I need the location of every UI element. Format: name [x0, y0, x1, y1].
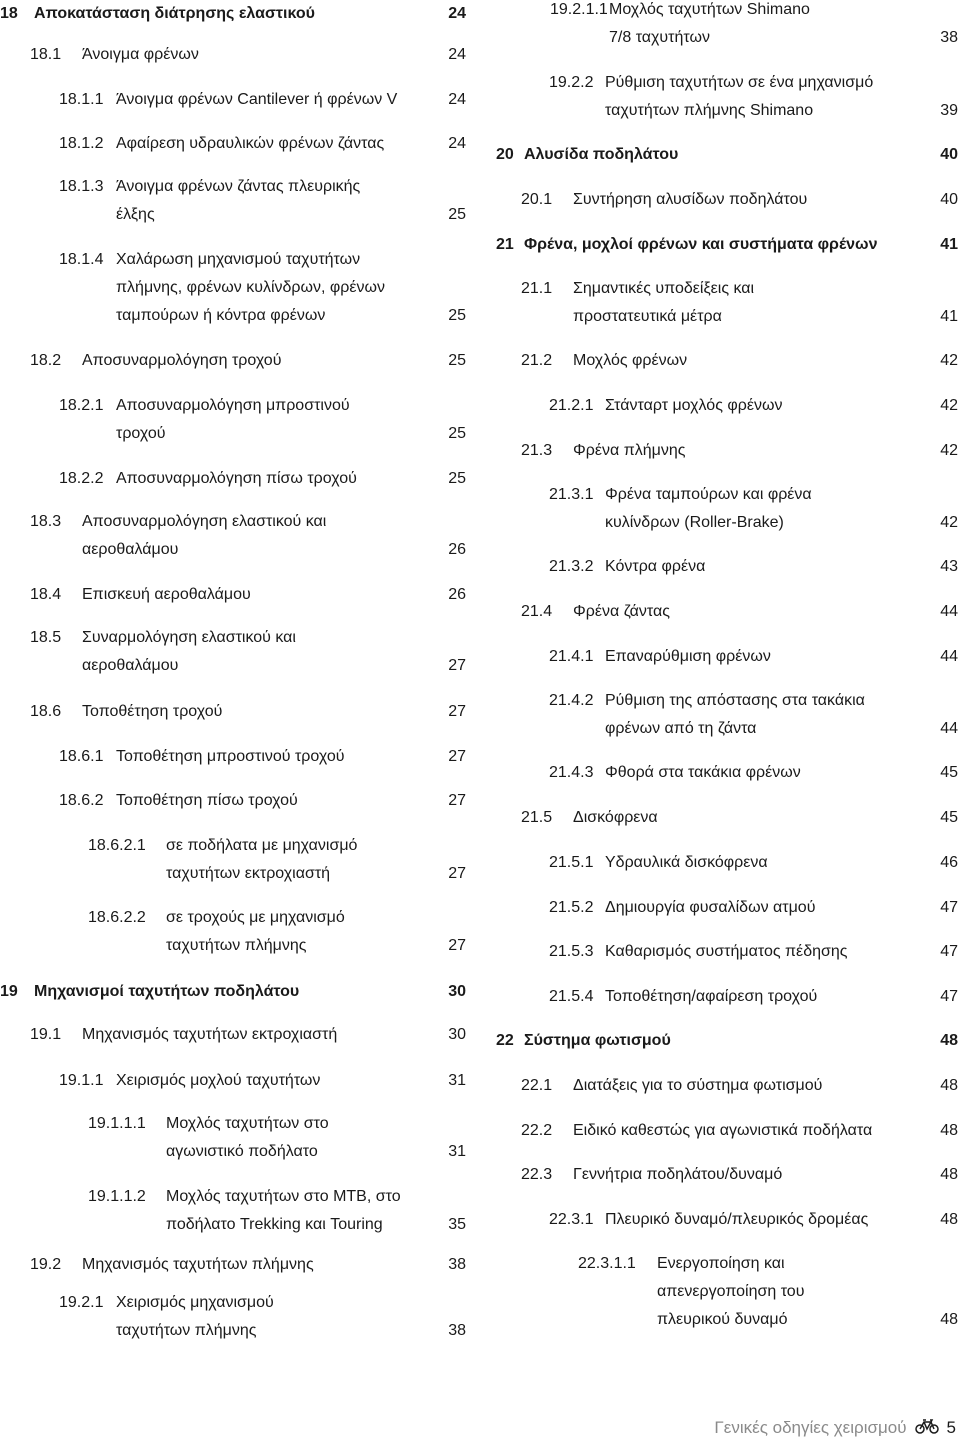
toc-entry-page: 30	[448, 983, 466, 1000]
toc-entry-title-line: αγωνιστικό ποδήλατο	[166, 1143, 318, 1160]
toc-entry-page: 42	[940, 514, 958, 531]
toc-entry-title-line: Επαναρύθμιση φρένων	[605, 648, 771, 665]
toc-entry-page: 48	[940, 1211, 958, 1228]
toc-entry-number: 19.1	[30, 1026, 62, 1043]
toc-entry-title	[82, 347, 422, 375]
toc-entry-number: 21.3.1	[549, 486, 594, 503]
footer-title: Γενικές οδηγίες χειρισμού	[714, 1418, 907, 1437]
toc-entry-title	[605, 759, 914, 787]
toc-entry-title	[166, 832, 422, 888]
toc-entry-page: 24	[448, 135, 466, 152]
toc-entry-title-line: κυλίνδρων (Roller-Brake)	[605, 514, 784, 531]
toc-entry-title-line: Συναρμολόγηση ελαστικού και	[82, 629, 296, 646]
toc-entry-title	[605, 481, 914, 537]
toc-entry-title	[605, 894, 914, 922]
toc-entry-title	[573, 275, 914, 331]
toc-entry-title	[605, 643, 914, 671]
bicycle-icon	[915, 1418, 939, 1439]
toc-entry-number: 21.5	[521, 809, 553, 826]
toc-entry-page: 26	[448, 541, 466, 558]
toc-entry-number: 18.6.2.1	[88, 837, 146, 854]
toc-entry-title	[605, 983, 914, 1011]
toc-entry-title-line: Χειρισμός μοχλού ταχυτήτων	[116, 1072, 321, 1089]
toc-entry-title-line: Μηχανισμοί ταχυτήτων ποδηλάτου	[34, 983, 300, 1000]
toc-entry-title-line: Μοχλός ταχυτήτων στο MTB, στο	[166, 1188, 401, 1205]
toc-entry-title-line: Τοποθέτηση τροχού	[82, 703, 223, 720]
toc-entry-title-line: Χαλάρωση μηχανισμού ταχυτήτων	[116, 251, 361, 268]
toc-entry-number: 19.2.2	[549, 74, 594, 91]
toc-entry-title-line: Μηχανισμός ταχυτήτων πλήμνης	[82, 1256, 314, 1273]
toc-entry-title-line: Αποσυναρμολόγηση πίσω τροχού	[116, 470, 357, 487]
toc-entry-title	[524, 231, 914, 259]
toc-entry-number: 21.4.3	[549, 764, 594, 781]
toc-entry-title	[524, 1027, 914, 1055]
toc-entry-title	[605, 938, 914, 966]
toc-entry-number: 21.5.4	[549, 988, 594, 1005]
toc-entry-number: 22.3.1.1	[578, 1255, 636, 1272]
toc-entry-page: 47	[940, 943, 958, 960]
toc-entry-number: 18.1.4	[59, 251, 104, 268]
toc-entry-page: 44	[940, 603, 958, 620]
toc-entry-number: 21.2.1	[549, 397, 594, 414]
toc-entry-title-line: Δημιουργία φυσαλίδων ατμού	[605, 899, 816, 916]
toc-entry-title-line: Χειρισμός μηχανισμού	[116, 1294, 274, 1311]
toc-entry-page: 42	[940, 442, 958, 459]
toc-entry-title-line: αεροθαλάμου	[82, 657, 179, 674]
toc-entry-title	[573, 437, 914, 465]
toc-entry-title	[609, 0, 914, 52]
toc-entry-number: 21.5.3	[549, 943, 594, 960]
toc-entry-number: 20	[496, 146, 514, 163]
toc-entry-title	[605, 849, 914, 877]
toc-entry-title-line: Διατάξεις για το σύστημα φωτισμού	[573, 1077, 823, 1094]
toc-entry-page: 40	[940, 191, 958, 208]
toc-entry-number: 21.1	[521, 280, 553, 297]
toc-entry-title-line: ποδήλατο Trekking και Touring	[166, 1216, 383, 1233]
toc-entry-title-line: Υδραυλικά δισκόφρενα	[605, 854, 768, 871]
toc-entry-page: 25	[448, 206, 466, 223]
toc-entry-title-line: Ρύθμιση ταχυτήτων σε ένα μηχανισμό	[605, 74, 874, 91]
toc-entry-number: 22.3	[521, 1166, 553, 1183]
toc-entry-title	[82, 581, 422, 609]
toc-entry-number: 21.2	[521, 352, 553, 369]
toc-entry-title	[166, 1183, 422, 1239]
toc-entry-title-line: Ενεργοποίηση και	[657, 1255, 785, 1272]
toc-entry-number: 21.5.2	[549, 899, 594, 916]
toc-entry-title-line: Αποσυναρμολόγηση μπροστινού	[116, 397, 350, 414]
toc-entry-page: 31	[448, 1072, 466, 1089]
toc-entry-number: 18.3	[30, 513, 62, 530]
toc-entry-title-line: Γεννήτρια ποδηλάτου/δυναμό	[573, 1166, 783, 1183]
toc-entry-page: 47	[940, 988, 958, 1005]
toc-entry-page: 27	[448, 748, 466, 765]
toc-entry-title-line: Άνοιγμα φρένων Cantilever ή φρένων V	[116, 91, 398, 108]
toc-entry-title-line: Τοποθέτηση πίσω τροχού	[116, 792, 298, 809]
toc-entry-title-line: Μοχλός ταχυτήτων στο	[166, 1115, 329, 1132]
toc-entry-number: 19.1.1	[59, 1072, 104, 1089]
footer-page-number: 5	[946, 1418, 956, 1437]
toc-entry-title	[116, 246, 422, 330]
toc-entry-title	[524, 141, 914, 169]
toc-entry-title-line: αεροθαλάμου	[82, 541, 179, 558]
toc-entry-title-line: Ειδικό καθεστώς για αγωνιστικά ποδήλατα	[573, 1122, 873, 1139]
toc-entry-number: 18.6.1	[59, 748, 104, 765]
toc-entry-page: 41	[940, 308, 958, 325]
toc-entry-number: 21.4.2	[549, 692, 594, 709]
toc-entry-title-line: Άνοιγμα φρένων	[82, 46, 199, 63]
toc-entry-title-line: 7/8 ταχυτήτων	[609, 29, 710, 46]
toc-entry-title	[116, 465, 422, 493]
toc-entry-title-line: πλευρικού δυναμό	[657, 1311, 788, 1328]
toc-entry-title	[34, 0, 422, 28]
toc-entry-title	[573, 186, 914, 214]
toc-entry-number: 19.2	[30, 1256, 62, 1273]
toc-entry-number: 21.4.1	[549, 648, 594, 665]
toc-entry-title	[573, 1117, 914, 1145]
toc-entry-page: 39	[940, 102, 958, 119]
toc-entry-title-line: Αλυσίδα ποδηλάτου	[524, 146, 679, 163]
toc-entry-title	[82, 41, 422, 69]
toc-entry-title-line: Τοποθέτηση μπροστινού τροχού	[116, 748, 345, 765]
toc-entry-number: 22.1	[521, 1077, 553, 1094]
toc-entry-title	[82, 624, 422, 680]
toc-entry-title-line: έλξης	[116, 206, 155, 223]
toc-entry-title-line: ταμπούρων ή κόντρα φρένων	[116, 307, 326, 324]
toc-entry-title	[605, 392, 914, 420]
toc-entry-page: 48	[940, 1122, 958, 1139]
toc-entry-title-line: Συντήρηση αλυσίδων ποδηλάτου	[573, 191, 808, 208]
toc-entry-page: 45	[940, 764, 958, 781]
toc-entry-page: 24	[448, 46, 466, 63]
toc-entry-page: 40	[940, 146, 958, 163]
toc-entry-title-line: Φρένα πλήμνης	[573, 442, 686, 459]
toc-entry-number: 21.4	[521, 603, 553, 620]
toc-entry-page: 42	[940, 397, 958, 414]
toc-entry-number: 21.3.2	[549, 558, 594, 575]
toc-entry-title	[573, 347, 914, 375]
toc-entry-number: 21.5.1	[549, 854, 594, 871]
toc-entry-title	[82, 508, 422, 564]
toc-entry-title-line: Τοποθέτηση/αφαίρεση τροχού	[605, 988, 818, 1005]
toc-entry-page: 46	[940, 854, 958, 871]
toc-entry-number: 19.2.1	[59, 1294, 104, 1311]
toc-entry-page: 42	[940, 352, 958, 369]
toc-entry-page: 25	[448, 425, 466, 442]
toc-entry-title-line: Επισκευή αεροθαλάμου	[82, 586, 251, 603]
toc-entry-page: 48	[940, 1077, 958, 1094]
toc-entry-page: 38	[448, 1256, 466, 1273]
toc-entry-page: 47	[940, 899, 958, 916]
toc-entry-title-line: Δισκόφρενα	[573, 809, 658, 826]
toc-entry-number: 20.1	[521, 191, 553, 208]
toc-entry-page: 27	[448, 703, 466, 720]
toc-entry-title-line: ταχυτήτων πλήμνης	[116, 1322, 257, 1339]
toc-entry-page: 41	[940, 236, 958, 253]
toc-entry-number: 22.2	[521, 1122, 553, 1139]
toc-entry-page: 27	[448, 865, 466, 882]
toc-entry-number: 19.2.1.1	[550, 1, 608, 18]
toc-entry-title	[657, 1250, 914, 1334]
toc-entry-title-line: Μηχανισμός ταχυτήτων εκτροχιαστή	[82, 1026, 338, 1043]
toc-entry-page: 24	[448, 91, 466, 108]
toc-entry-page: 24	[448, 5, 466, 22]
toc-entry-page: 48	[940, 1166, 958, 1183]
toc-entry-title	[573, 1161, 914, 1189]
toc-entry-title-line: Φρένα ταμπούρων και φρένα	[605, 486, 812, 503]
toc-entry-title	[573, 598, 914, 626]
toc-entry-number: 21.3	[521, 442, 553, 459]
toc-entry-page: 48	[940, 1032, 958, 1049]
toc-entry-number: 19.1.1.2	[88, 1188, 146, 1205]
toc-entry-title-line: Καθαρισμός συστήματος πέδησης	[605, 943, 848, 960]
toc-entry-title	[116, 1289, 422, 1345]
toc-entry-title-line: Αφαίρεση υδραυλικών φρένων ζάντας	[116, 135, 385, 152]
toc-entry-title	[605, 69, 914, 125]
toc-entry-title-line: Μοχλός ταχυτήτων Shimano	[609, 1, 810, 18]
toc-entry-title	[166, 1110, 422, 1166]
toc-entry-page: 43	[940, 558, 958, 575]
toc-entry-number: 19	[0, 983, 18, 1000]
toc-entry-title-line: φρένων από τη ζάντα	[605, 720, 757, 737]
toc-entry-title	[605, 687, 914, 743]
toc-entry-page: 44	[940, 648, 958, 665]
toc-entry-number: 21	[496, 236, 514, 253]
toc-entry-title	[82, 1251, 422, 1279]
toc-entry-number: 18.1	[30, 46, 62, 63]
toc-entry-title-line: τροχού	[116, 425, 166, 442]
toc-entry-title-line: σε τροχούς με μηχανισμό	[166, 909, 345, 926]
toc-entry-title-line: Φρένα ζάντας	[573, 603, 670, 620]
toc-entry-title-line: Φθορά στα τακάκια φρένων	[605, 764, 801, 781]
toc-entry-page: 25	[448, 352, 466, 369]
toc-entry-title	[116, 392, 422, 448]
toc-entry-number: 18.1.2	[59, 135, 104, 152]
toc-entry-page: 27	[448, 657, 466, 674]
toc-entry-number: 18.6.2.2	[88, 909, 146, 926]
toc-entry-page: 38	[940, 29, 958, 46]
toc-entry-title	[116, 86, 422, 114]
toc-entry-title-line: προστατευτικά μέτρα	[573, 308, 722, 325]
toc-entry-title	[82, 1021, 422, 1049]
toc-entry-page: 27	[448, 792, 466, 809]
toc-entry-number: 18.1.3	[59, 178, 104, 195]
toc-entry-title	[573, 1072, 914, 1100]
toc-entry-title-line: Άνοιγμα φρένων ζάντας πλευρικής	[116, 178, 361, 195]
toc-entry-number: 18.2	[30, 352, 62, 369]
toc-entry-title-line: Αποσυναρμολόγηση τροχού	[82, 352, 282, 369]
toc-entry-title	[116, 1067, 422, 1095]
toc-entry-title	[116, 130, 422, 158]
toc-entry-title	[573, 804, 914, 832]
toc-entry-title	[116, 787, 422, 815]
toc-entry-title	[82, 698, 422, 726]
toc-entry-number: 18.6	[30, 703, 62, 720]
toc-entry-number: 19.1.1.1	[88, 1115, 146, 1132]
toc-entry-number: 18.2.2	[59, 470, 104, 487]
toc-entry-page: 25	[448, 470, 466, 487]
toc-entry-title-line: πλήμνης, φρένων κυλίνδρων, φρένων	[116, 279, 385, 296]
toc-entry-title	[116, 743, 422, 771]
toc-entry-page: 26	[448, 586, 466, 603]
toc-entry-title-line: ταχυτήτων πλήμνης	[166, 937, 307, 954]
toc-entry-page: 45	[940, 809, 958, 826]
page-footer	[714, 1414, 956, 1442]
toc-entry-title-line: σε ποδήλατα με μηχανισμό	[166, 837, 358, 854]
toc-entry-number: 22.3.1	[549, 1211, 594, 1228]
toc-entry-title-line: Κόντρα φρένα	[605, 558, 706, 575]
toc-entry-number: 22	[496, 1032, 514, 1049]
toc-entry-title-line: ταχυτήτων πλήμνης Shimano	[605, 102, 814, 119]
toc-entry-title-line: Φρένα, μοχλοί φρένων και συστήματα φρένων	[524, 236, 878, 253]
toc-entry-page: 31	[448, 1143, 466, 1160]
toc-entry-title-line: Ρύθμιση της απόστασης στα τακάκια	[605, 692, 865, 709]
toc-entry-number: 18.6.2	[59, 792, 104, 809]
toc-entry-page: 25	[448, 307, 466, 324]
toc-entry-title-line: Σύστημα φωτισμού	[524, 1032, 671, 1049]
toc-entry-title-line: ταχυτήτων εκτροχιαστή	[166, 865, 331, 882]
toc-entry-title-line: Σημαντικές υποδείξεις και	[573, 280, 755, 297]
toc-entry-title	[605, 1206, 914, 1234]
toc-entry-title	[34, 978, 422, 1006]
toc-entry-number: 18.2.1	[59, 397, 104, 414]
toc-entry-number: 18	[0, 5, 18, 22]
toc-entry-title	[605, 553, 914, 581]
toc-entry-number: 18.5	[30, 629, 62, 646]
toc-entry-title	[116, 173, 422, 229]
toc-entry-title	[166, 904, 422, 960]
toc-entry-number: 18.1.1	[59, 91, 104, 108]
toc-entry-title-line: Στάνταρτ μοχλός φρένων	[605, 397, 783, 414]
toc-entry-page: 35	[448, 1216, 466, 1233]
toc-entry-page: 44	[940, 720, 958, 737]
toc-entry-title-line: Πλευρικό δυναμό/πλευρικός δρομέας	[605, 1211, 869, 1228]
toc-entry-number: 18.4	[30, 586, 62, 603]
toc-entry-page: 48	[940, 1311, 958, 1328]
toc-entry-page: 38	[448, 1322, 466, 1339]
toc-entry-title-line: Αποκατάσταση διάτρησης ελαστικού	[34, 5, 315, 22]
toc-entry-title-line: Μοχλός φρένων	[573, 352, 688, 369]
toc-entry-title-line: Αποσυναρμολόγηση ελαστικού και	[82, 513, 327, 530]
toc-entry-title-line: απενεργοποίηση του	[657, 1283, 805, 1300]
toc-entry-page: 30	[448, 1026, 466, 1043]
toc-entry-page: 27	[448, 937, 466, 954]
